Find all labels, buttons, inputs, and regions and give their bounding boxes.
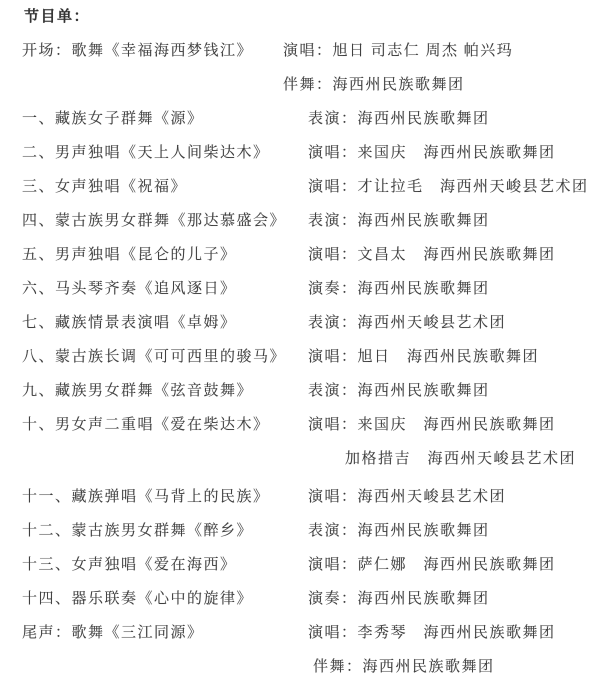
- credit-text: 演唱：才让拉毛 海西州天峻县艺术团: [308, 179, 589, 195]
- credit-text: 表演：海西州民族歌舞团: [308, 213, 490, 229]
- program-item-text: 十、男女声二重唱《爱在柴达木》: [22, 417, 270, 433]
- credit-text: 演唱：李秀琴 海西州民族歌舞团: [308, 625, 556, 641]
- program-item-text: 十三、女声独唱《爱在海西》: [22, 557, 237, 573]
- credit-text: 表演：海西州民族歌舞团: [308, 111, 490, 127]
- program-item-text: 一、藏族女子群舞《源》: [22, 111, 204, 127]
- program-item-text: 三、女声独唱《祝福》: [22, 179, 188, 195]
- credit-text: 演唱：海西州天峻县艺术团: [308, 489, 507, 505]
- credit-text: 演唱：文昌太 海西州民族歌舞团: [308, 247, 556, 263]
- program-item-text: 开场：歌舞《幸福海西梦钱江》: [22, 43, 254, 59]
- program-row: [0, 480, 600, 514]
- program-row: [0, 272, 600, 306]
- program-item-text: 六、马头琴齐奏《追风逐日》: [22, 281, 237, 297]
- program-row: [0, 616, 600, 650]
- program-row: [0, 340, 600, 374]
- program-row: [0, 650, 600, 684]
- program-row: [0, 204, 600, 238]
- program-item-text: 十一、藏族弹唱《马背上的民族》: [22, 489, 270, 505]
- credit-text: 加格措吉 海西州天峻县艺术团: [345, 451, 577, 467]
- program-row: [0, 442, 600, 476]
- credit-text: 伴舞：海西州民族歌舞团: [313, 659, 495, 675]
- program-item-text: 五、男声独唱《昆仑的儿子》: [22, 247, 237, 263]
- program-row: [0, 68, 600, 102]
- program-row: [0, 136, 600, 170]
- program-row: [0, 102, 600, 136]
- program-item-text: 七、藏族情景表演唱《卓姆》: [22, 315, 237, 331]
- program-item-text: 八、蒙古族长调《可可西里的骏马》: [22, 349, 287, 365]
- credit-text: 演唱：萨仁娜 海西州民族歌舞团: [308, 557, 556, 573]
- credit-text: 演奏：海西州民族歌舞团: [308, 591, 490, 607]
- credit-text: 伴舞：海西州民族歌舞团: [283, 77, 465, 93]
- program-row: [0, 514, 600, 548]
- program-row: [0, 306, 600, 340]
- program-item-text: 节目单：: [24, 9, 91, 25]
- credit-text: 演唱：来国庆 海西州民族歌舞团: [308, 145, 556, 161]
- page-title-row: [0, 0, 600, 34]
- program-item-text: 尾声：歌舞《三江同源》: [22, 625, 204, 641]
- program-row: [0, 408, 600, 442]
- program-item-text: 四、蒙古族男女群舞《那达慕盛会》: [22, 213, 287, 229]
- program-row: [0, 170, 600, 204]
- program-item-text: 十二、蒙古族男女群舞《醉乡》: [22, 523, 254, 539]
- credit-text: 演唱：旭日 海西州民族歌舞团: [308, 349, 540, 365]
- credit-text: 演唱：旭日 司志仁 周杰 帕兴玛: [283, 43, 514, 59]
- credit-text: 表演：海西州民族歌舞团: [308, 383, 490, 399]
- credit-text: 演唱：来国庆 海西州民族歌舞团: [308, 417, 556, 433]
- program-item-text: 二、男声独唱《天上人间柴达木》: [22, 145, 270, 161]
- credit-text: 表演：海西州民族歌舞团: [308, 523, 490, 539]
- credit-text: 演奏：海西州民族歌舞团: [308, 281, 490, 297]
- program-row: [0, 374, 600, 408]
- program-item-text: 九、藏族男女群舞《弦音鼓舞》: [22, 383, 254, 399]
- program-item-text: 十四、器乐联奏《心中的旋律》: [22, 591, 254, 607]
- program-row: [0, 548, 600, 582]
- credit-text: 表演：海西州天峻县艺术团: [308, 315, 507, 331]
- program-row: [0, 582, 600, 616]
- program-row: [0, 34, 600, 68]
- program-row: [0, 238, 600, 272]
